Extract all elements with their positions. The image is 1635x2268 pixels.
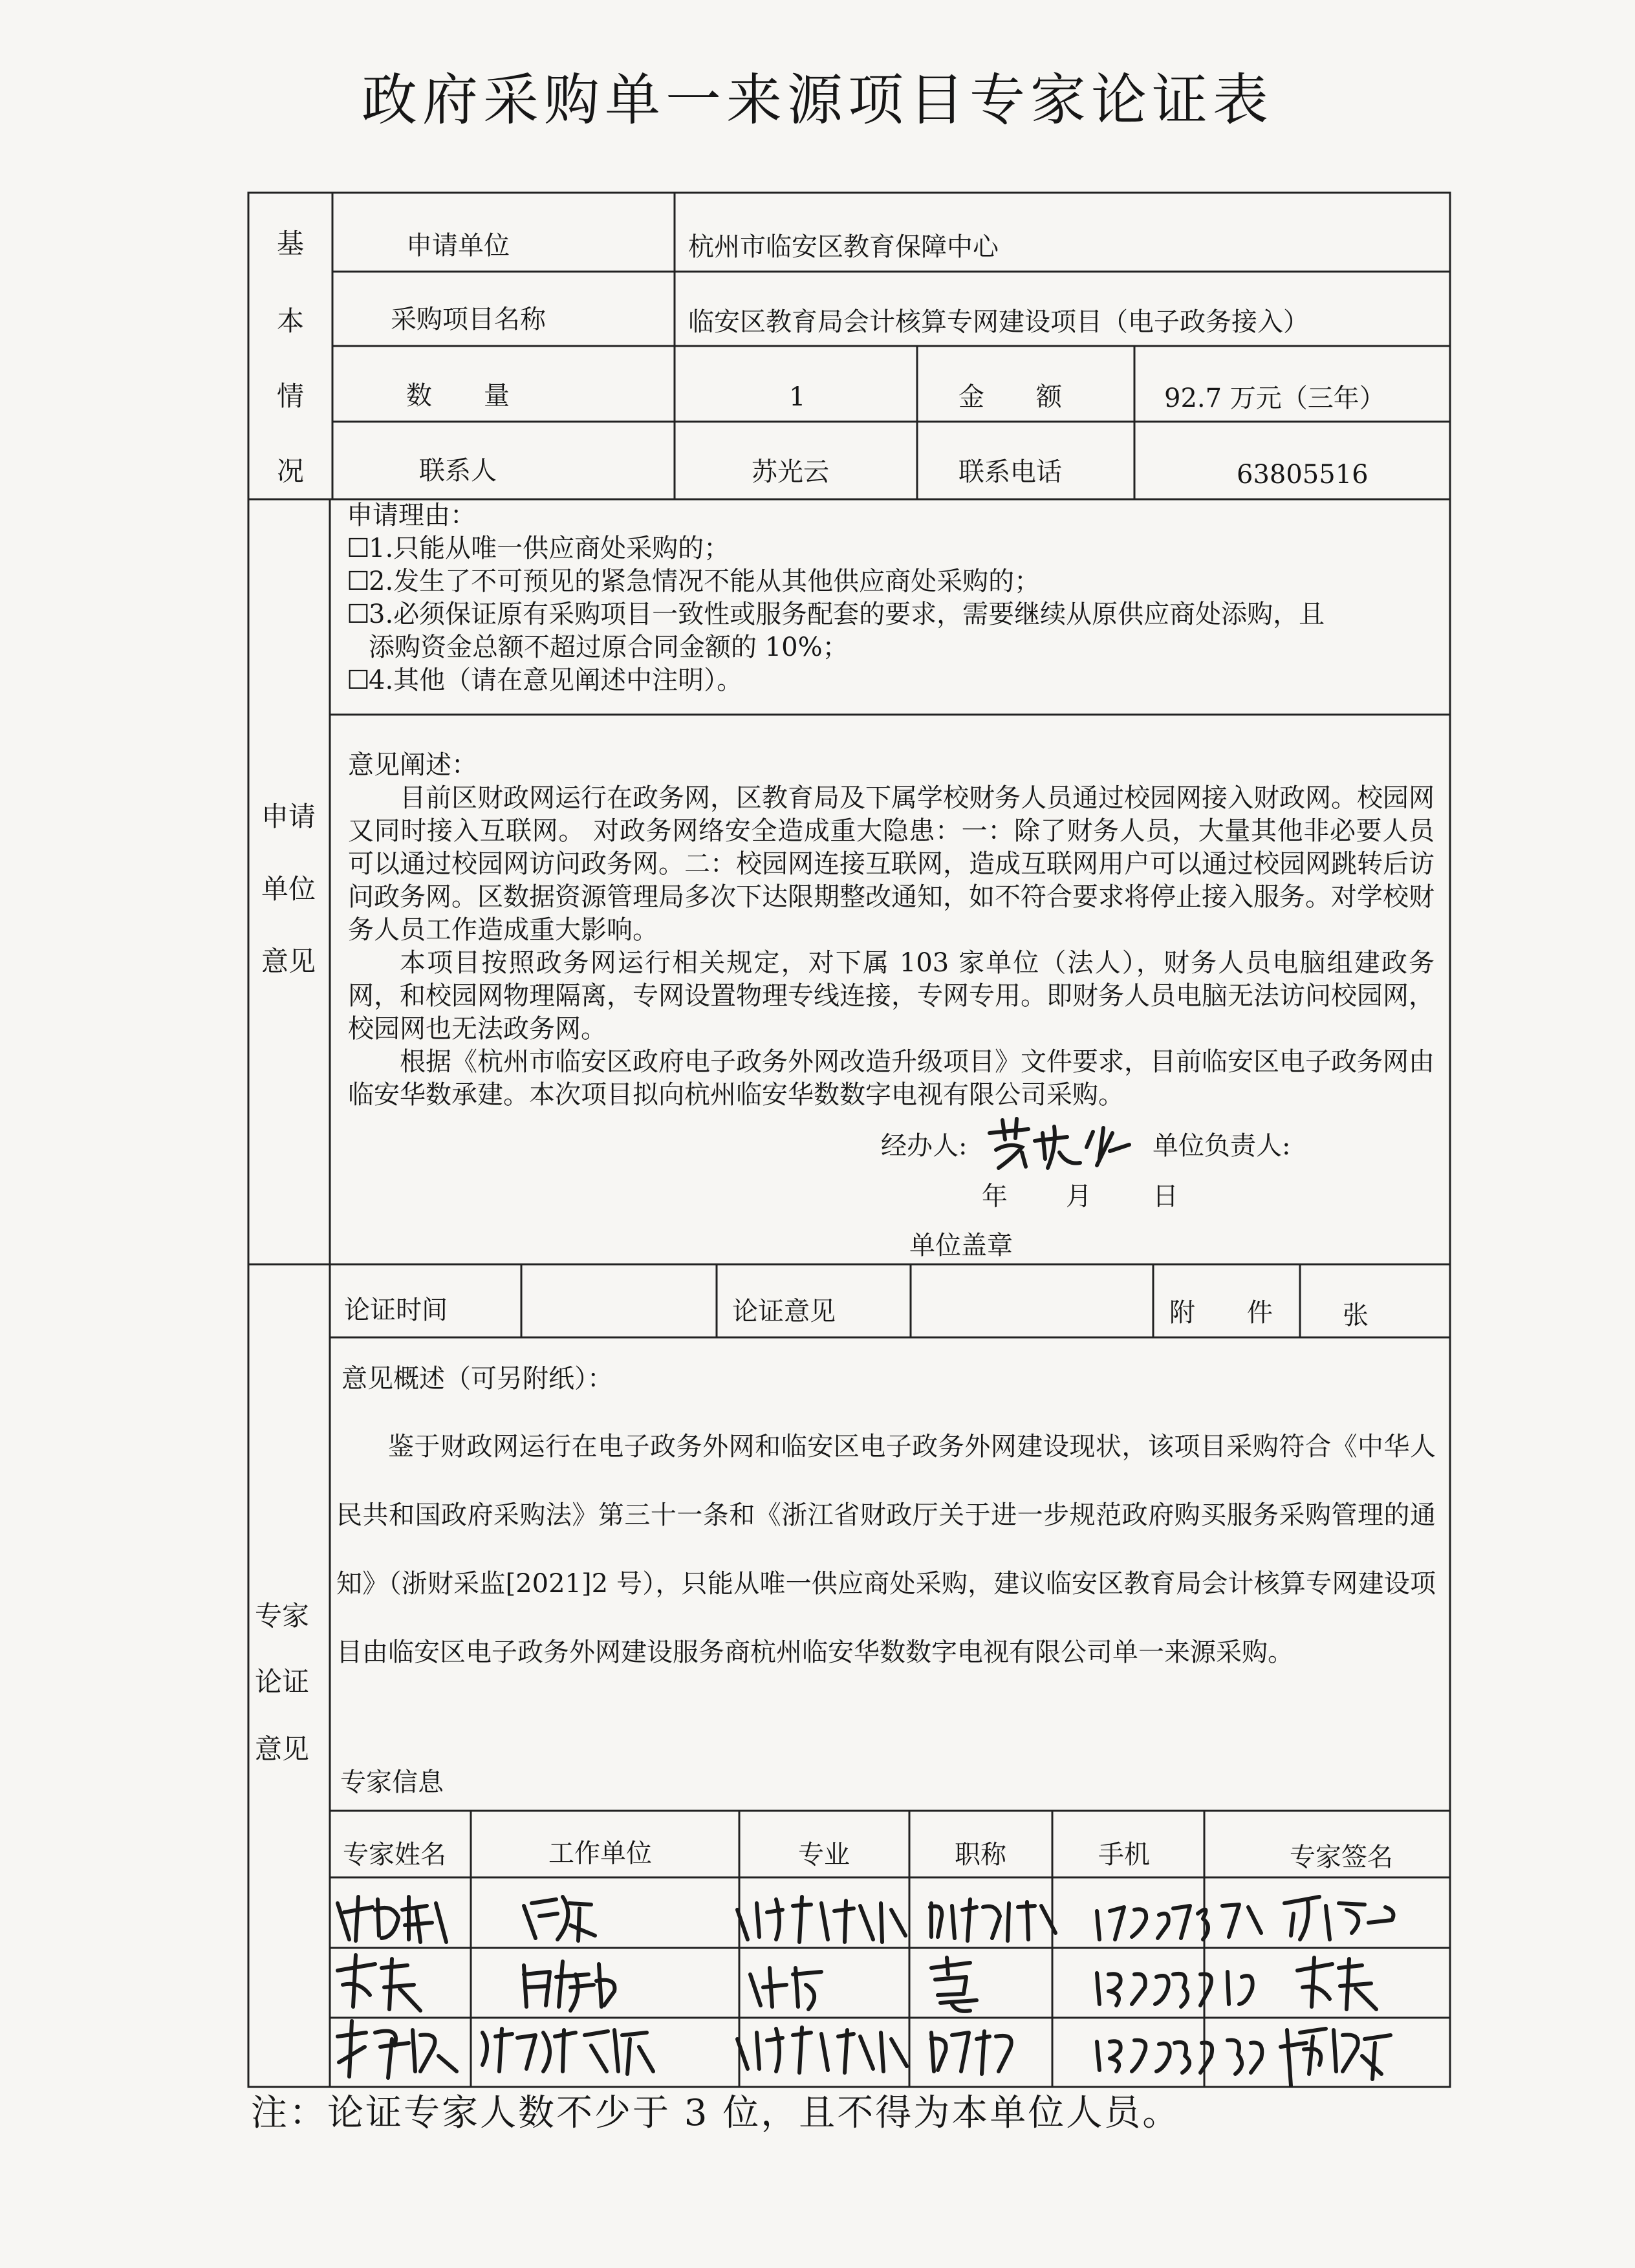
- checkbox-2[interactable]: ☐: [347, 567, 370, 596]
- checkbox-3[interactable]: ☐: [347, 599, 370, 629]
- amount-label: 金 额: [958, 382, 1062, 412]
- project-value: 临安区教育局会计核算专网建设项目（电子政务接入）: [688, 307, 1309, 337]
- applicant-value: 杭州市临安区教育保障中心: [688, 232, 999, 262]
- opinion-paragraph-3: 根据《杭州市临安区政府电子政务外网改造升级项目》文件要求，目前临安区电子政务网由临安华数承建。本次项目拟向杭州临安华数数字电视有限公司采购。: [348, 1047, 1435, 1110]
- section-label-expert-2: 论证: [255, 1666, 310, 1698]
- quantity-value: 1: [789, 382, 806, 412]
- checkbox-1[interactable]: ☐: [347, 534, 370, 563]
- opinion-block: [348, 749, 1435, 1112]
- opinion-paragraph-1: 目前区财政网运行在政务网，区教育局及下属学校财务人员通过校园网接入财政网。校园网又同时接入互联网。 对政务网络安全造成重大隐患：一：除了财务人员，大量其他非必要人员可以通过校园网访问政务网。二：校园网连接互联网，造成互联网用户可以通过校园网跳转后访问政务网。区数据资源管理局多次下达限期整改通知，如不符合要求将停止接入服务。对学校财务人员工作造成重大影响。: [348, 783, 1435, 945]
- project-label: 采购项目名称: [391, 305, 546, 334]
- phone-value: 63805516: [1237, 460, 1369, 490]
- seal-label: 单位盖章: [909, 1231, 1013, 1260]
- reason-1: ☐1.只能从唯一供应商处采购的；: [347, 532, 1440, 565]
- reason-block: [347, 499, 1440, 697]
- section-label-basic-4: 况: [277, 455, 305, 487]
- section-label-expert-3: 意见: [255, 1733, 310, 1765]
- header-major: 专业: [798, 1840, 850, 1870]
- opinion-title: 意见阐述：: [348, 750, 477, 780]
- header-signature: 专家签名: [1290, 1842, 1393, 1872]
- section-label-basic-1: 基: [277, 228, 305, 259]
- summary-title: 意见概述（可另附纸）：: [341, 1364, 613, 1394]
- attachment-label: 附 件: [1169, 1298, 1273, 1328]
- contact-label: 联系人: [419, 456, 497, 486]
- section-label-application-2: 单位: [261, 873, 316, 905]
- applicant-label: 申请单位: [406, 231, 510, 261]
- section-label-application-3: 意见: [261, 945, 316, 977]
- phone-label: 联系电话: [958, 457, 1062, 487]
- header-expert-name: 专家姓名: [343, 1840, 446, 1870]
- date-year: 年: [982, 1182, 1008, 1211]
- section-label-basic-2: 本: [277, 305, 305, 337]
- reason-3-cont: 添购资金总额不超过原合同金额的 10%；: [369, 632, 849, 662]
- contact-value: 苏光云: [752, 457, 829, 487]
- header-title: 职称: [955, 1840, 1006, 1870]
- section-label-application-1: 申请: [261, 801, 316, 832]
- checkbox-4[interactable]: ☐: [347, 665, 370, 695]
- form-title: 政府采购单一来源项目专家论证表: [362, 68, 1273, 133]
- summary-text: 鉴于财政网运行在电子政务外网和临安区电子政务外网建设现状，该项目采购符合《中华人民共和国政府采购法》第三十一条和《浙江省财政厅关于进一步规范政府购买服务采购管理的通知》（浙财采监[2021]2 号），只能从唯一供应商处采购，建议临安区教育局会计核算专网建设项目由临安区电子政务外网建设服务商杭州临安华数数字电视有限公司单一来源采购。: [336, 1432, 1436, 1667]
- reason-4: ☐4.其他（请在意见阐述中注明）。: [347, 664, 1440, 697]
- amount-value: 92.7 万元（三年）: [1164, 383, 1385, 413]
- reason-2: ☐2.发生了不可预见的紧急情况不能从其他供应商处采购的；: [347, 565, 1440, 598]
- expert-info-title: 专家信息: [340, 1767, 444, 1797]
- quantity-label: 数 量: [406, 381, 510, 411]
- handler-label: 经办人:: [881, 1131, 968, 1161]
- leader-label: 单位负责人:: [1153, 1131, 1291, 1161]
- header-work-unit: 工作单位: [548, 1839, 652, 1868]
- reason-3: ☐3.必须保证原有采购项目一致性或服务配套的要求，需要继续从原供应商处添购，且: [347, 598, 1440, 631]
- review-opinion-label: 论证意见: [732, 1297, 836, 1326]
- reason-title: 申请理由：: [347, 501, 476, 530]
- footer-note: 注：论证专家人数不少于 3 位，且不得为本单位人员。: [251, 2092, 1181, 2134]
- section-label-basic-3: 情: [277, 380, 305, 412]
- attachment-unit: 张: [1343, 1301, 1369, 1330]
- date-day: 日: [1153, 1182, 1178, 1211]
- review-time-label: 论证时间: [344, 1295, 448, 1325]
- section-label-expert-1: 专家: [255, 1600, 310, 1632]
- header-mobile: 手机: [1098, 1840, 1150, 1870]
- opinion-paragraph-2: 本项目按照政务网运行相关规定，对下属 103 家单位（法人），财务人员电脑组建政务网，和校园网物理隔离，专网设置物理专线连接，专网专用。即财务人员电脑无法访问校园网，校园网也无法政务网。: [348, 948, 1435, 1044]
- date-month: 月: [1066, 1182, 1092, 1211]
